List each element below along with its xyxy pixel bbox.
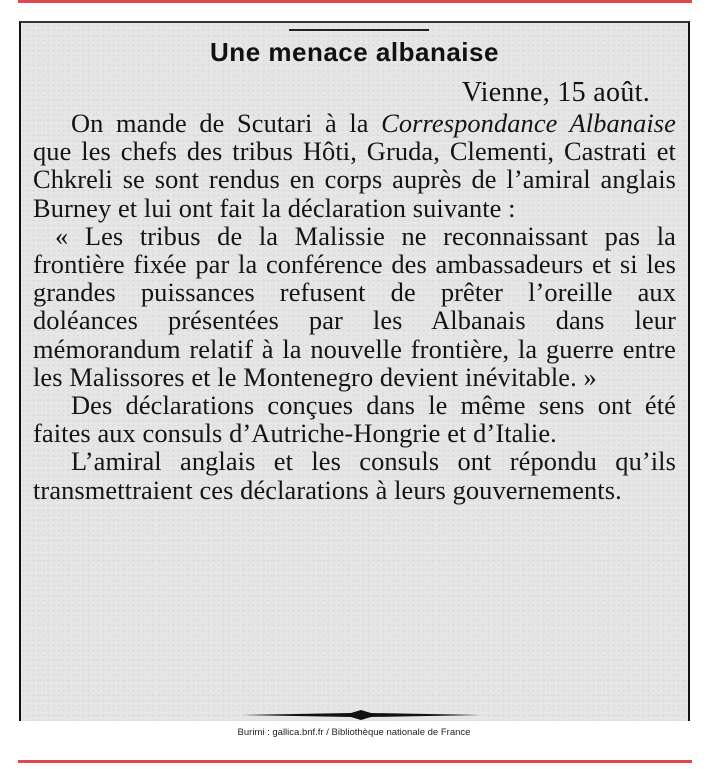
end-ornament (241, 709, 481, 721)
newspaper-clipping (19, 21, 690, 721)
paragraph-1-rest: que les chefs des tribus Hôti, Gruda, Clementi, Castrati et Chkreli se sont rendus en corps auprès de l’amiral anglais Burney et lui ont fait la déclaration suivante : (33, 136, 676, 223)
paragraph-1-intro: On mande de Scutari à la (71, 108, 382, 138)
article-headline: Une menace albanaise (210, 37, 499, 67)
top-red-rule (18, 0, 692, 3)
paragraph-1 (33, 109, 676, 222)
source-caption: Burimi : gallica.bnf.fr / Bibliothèque nationale de France (237, 727, 471, 738)
bottom-red-rule (18, 760, 692, 763)
newspaper-name: Correspondance Albanaise (381, 108, 676, 138)
paragraph-2-quote: « Les tribus de la Malissie ne reconnaissant pas la frontière fixée par la conférence des ambassadeurs et si les grandes puissances refusent de prêter l’oreille aux doléances présentées par les Albanais dans leur mémorandum relatif à la nouvelle frontière, la guerre entre les Malissores et le Montenegro devient inévitable. » (33, 220, 676, 392)
paragraph-3: Des déclarations conçues dans le même sens ont été faites aux consuls d’Autriche-Hongrie et d’Italie. (33, 390, 676, 449)
top-separator-line (289, 29, 429, 31)
paragraph-4: L’amiral anglais et les consuls ont répondu qu’ils transmettraient ces déclarations à leurs gouvernements. (33, 446, 676, 505)
article-dateline: Vienne, 15 août. (461, 77, 650, 108)
article-body (33, 109, 676, 504)
